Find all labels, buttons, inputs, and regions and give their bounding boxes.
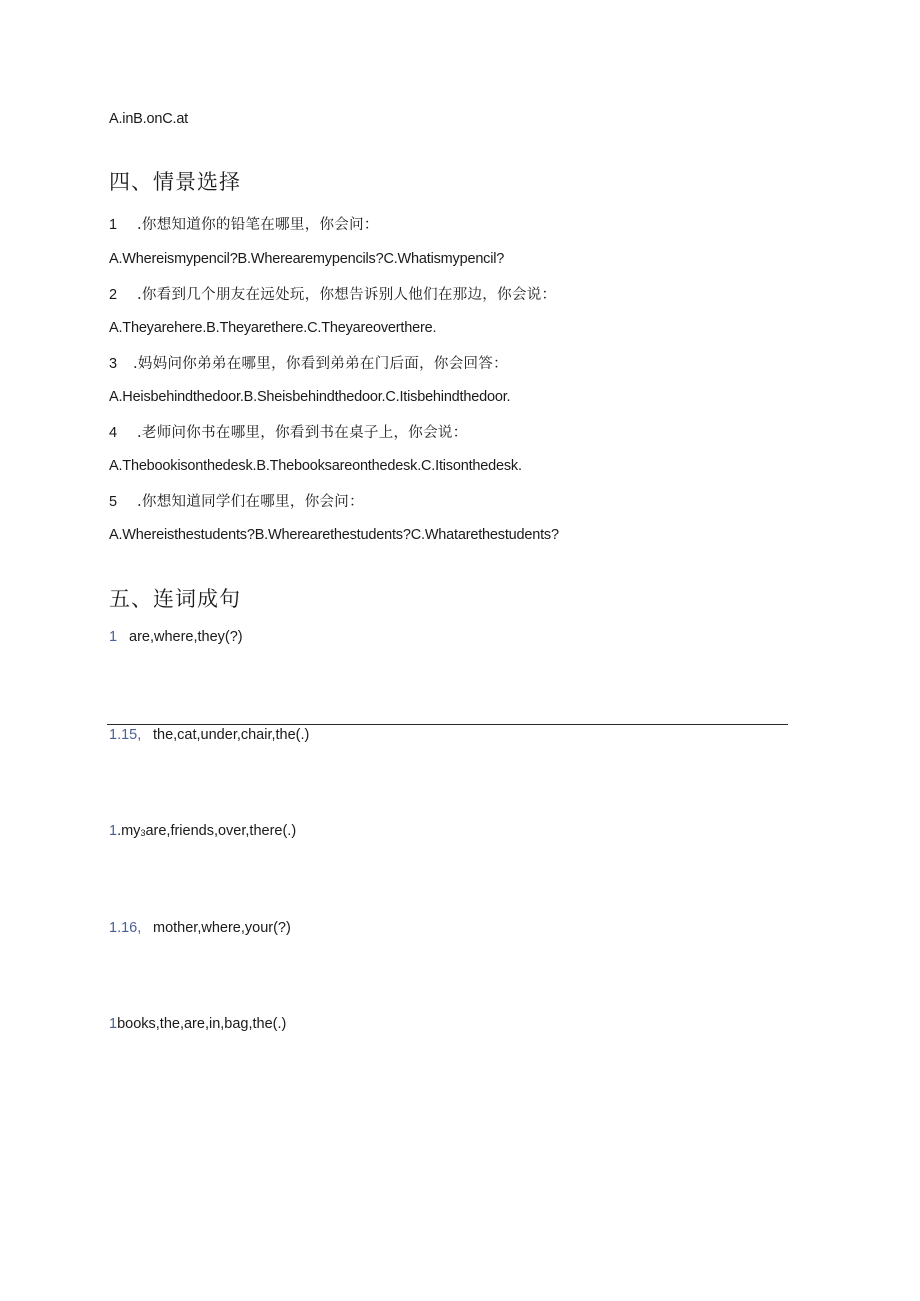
item-words: are,where,they(?) [129,629,243,645]
reorder-item-3 [109,823,296,839]
question-text: .你想知道你的铅笔在哪里，你会问： [137,217,379,233]
question-1 [109,213,379,234]
question-number: 5 [109,494,118,510]
item-number: 1 [109,629,118,645]
reorder-item-5 [109,1016,286,1032]
question-4-options: A.Thebookisonthedesk.B.Thebooksareonthedesk.C.Itisonthedesk. [109,458,522,474]
question-number: 3 [109,356,118,372]
reorder-item-1 [109,629,243,645]
question-4 [109,421,468,442]
reorder-item-4 [109,920,291,936]
item-words: mother,where,your(?) [153,920,291,936]
question-1-options: A.Whereismypencil?B.Wherearemypencils?C.Whatismypencil? [109,251,505,267]
question-number: 2 [109,287,118,303]
question-text: .你想知道同学们在哪里，你会问： [137,494,364,510]
question-text: .你看到几个朋友在远处玩，你想告诉别人他们在那边，你会说： [137,287,557,303]
question-5 [109,490,364,511]
question-text: .老师问你书在哪里，你看到书在桌子上，你会说： [137,425,468,441]
item-number: 1.15, [109,727,142,743]
item-words: are,friends,over,there(.) [145,823,297,839]
question-number: 4 [109,425,118,441]
question-5-options: A.Whereisthestudents?B.Wherearethestudents?C.Whatarethestudents? [109,527,559,543]
question-3-options: A.Heisbehindthedoor.B.Sheisbehindthedoor.C.Itisbehindthedoor. [109,389,511,405]
item-number-tail: .my [117,823,141,839]
item-words: books,the,are,in,bag,the(.) [117,1016,287,1032]
item-number-subscript: 3 [140,828,146,838]
item-words: the,cat,under,chair,the(.) [153,727,310,743]
question-number: 1 [109,217,118,233]
item-number: 1 [109,823,118,839]
answer-line [107,724,788,725]
question-text: .妈妈问你弟弟在哪里，你看到弟弟在门后面，你会回答： [133,356,508,372]
question-2-options: A.Theyarehere.B.Theyarethere.C.Theyareoverthere. [109,320,437,336]
item-number: 1 [109,1016,118,1032]
section5-title: 五、连词成句 [109,587,241,611]
item-number: 1.16, [109,920,142,936]
section4-title: 四、情景选择 [109,170,241,194]
question-2 [109,283,556,304]
question-3 [109,352,508,373]
preceding-options: A.inB.onC.at [109,111,189,127]
reorder-item-2 [109,727,309,743]
